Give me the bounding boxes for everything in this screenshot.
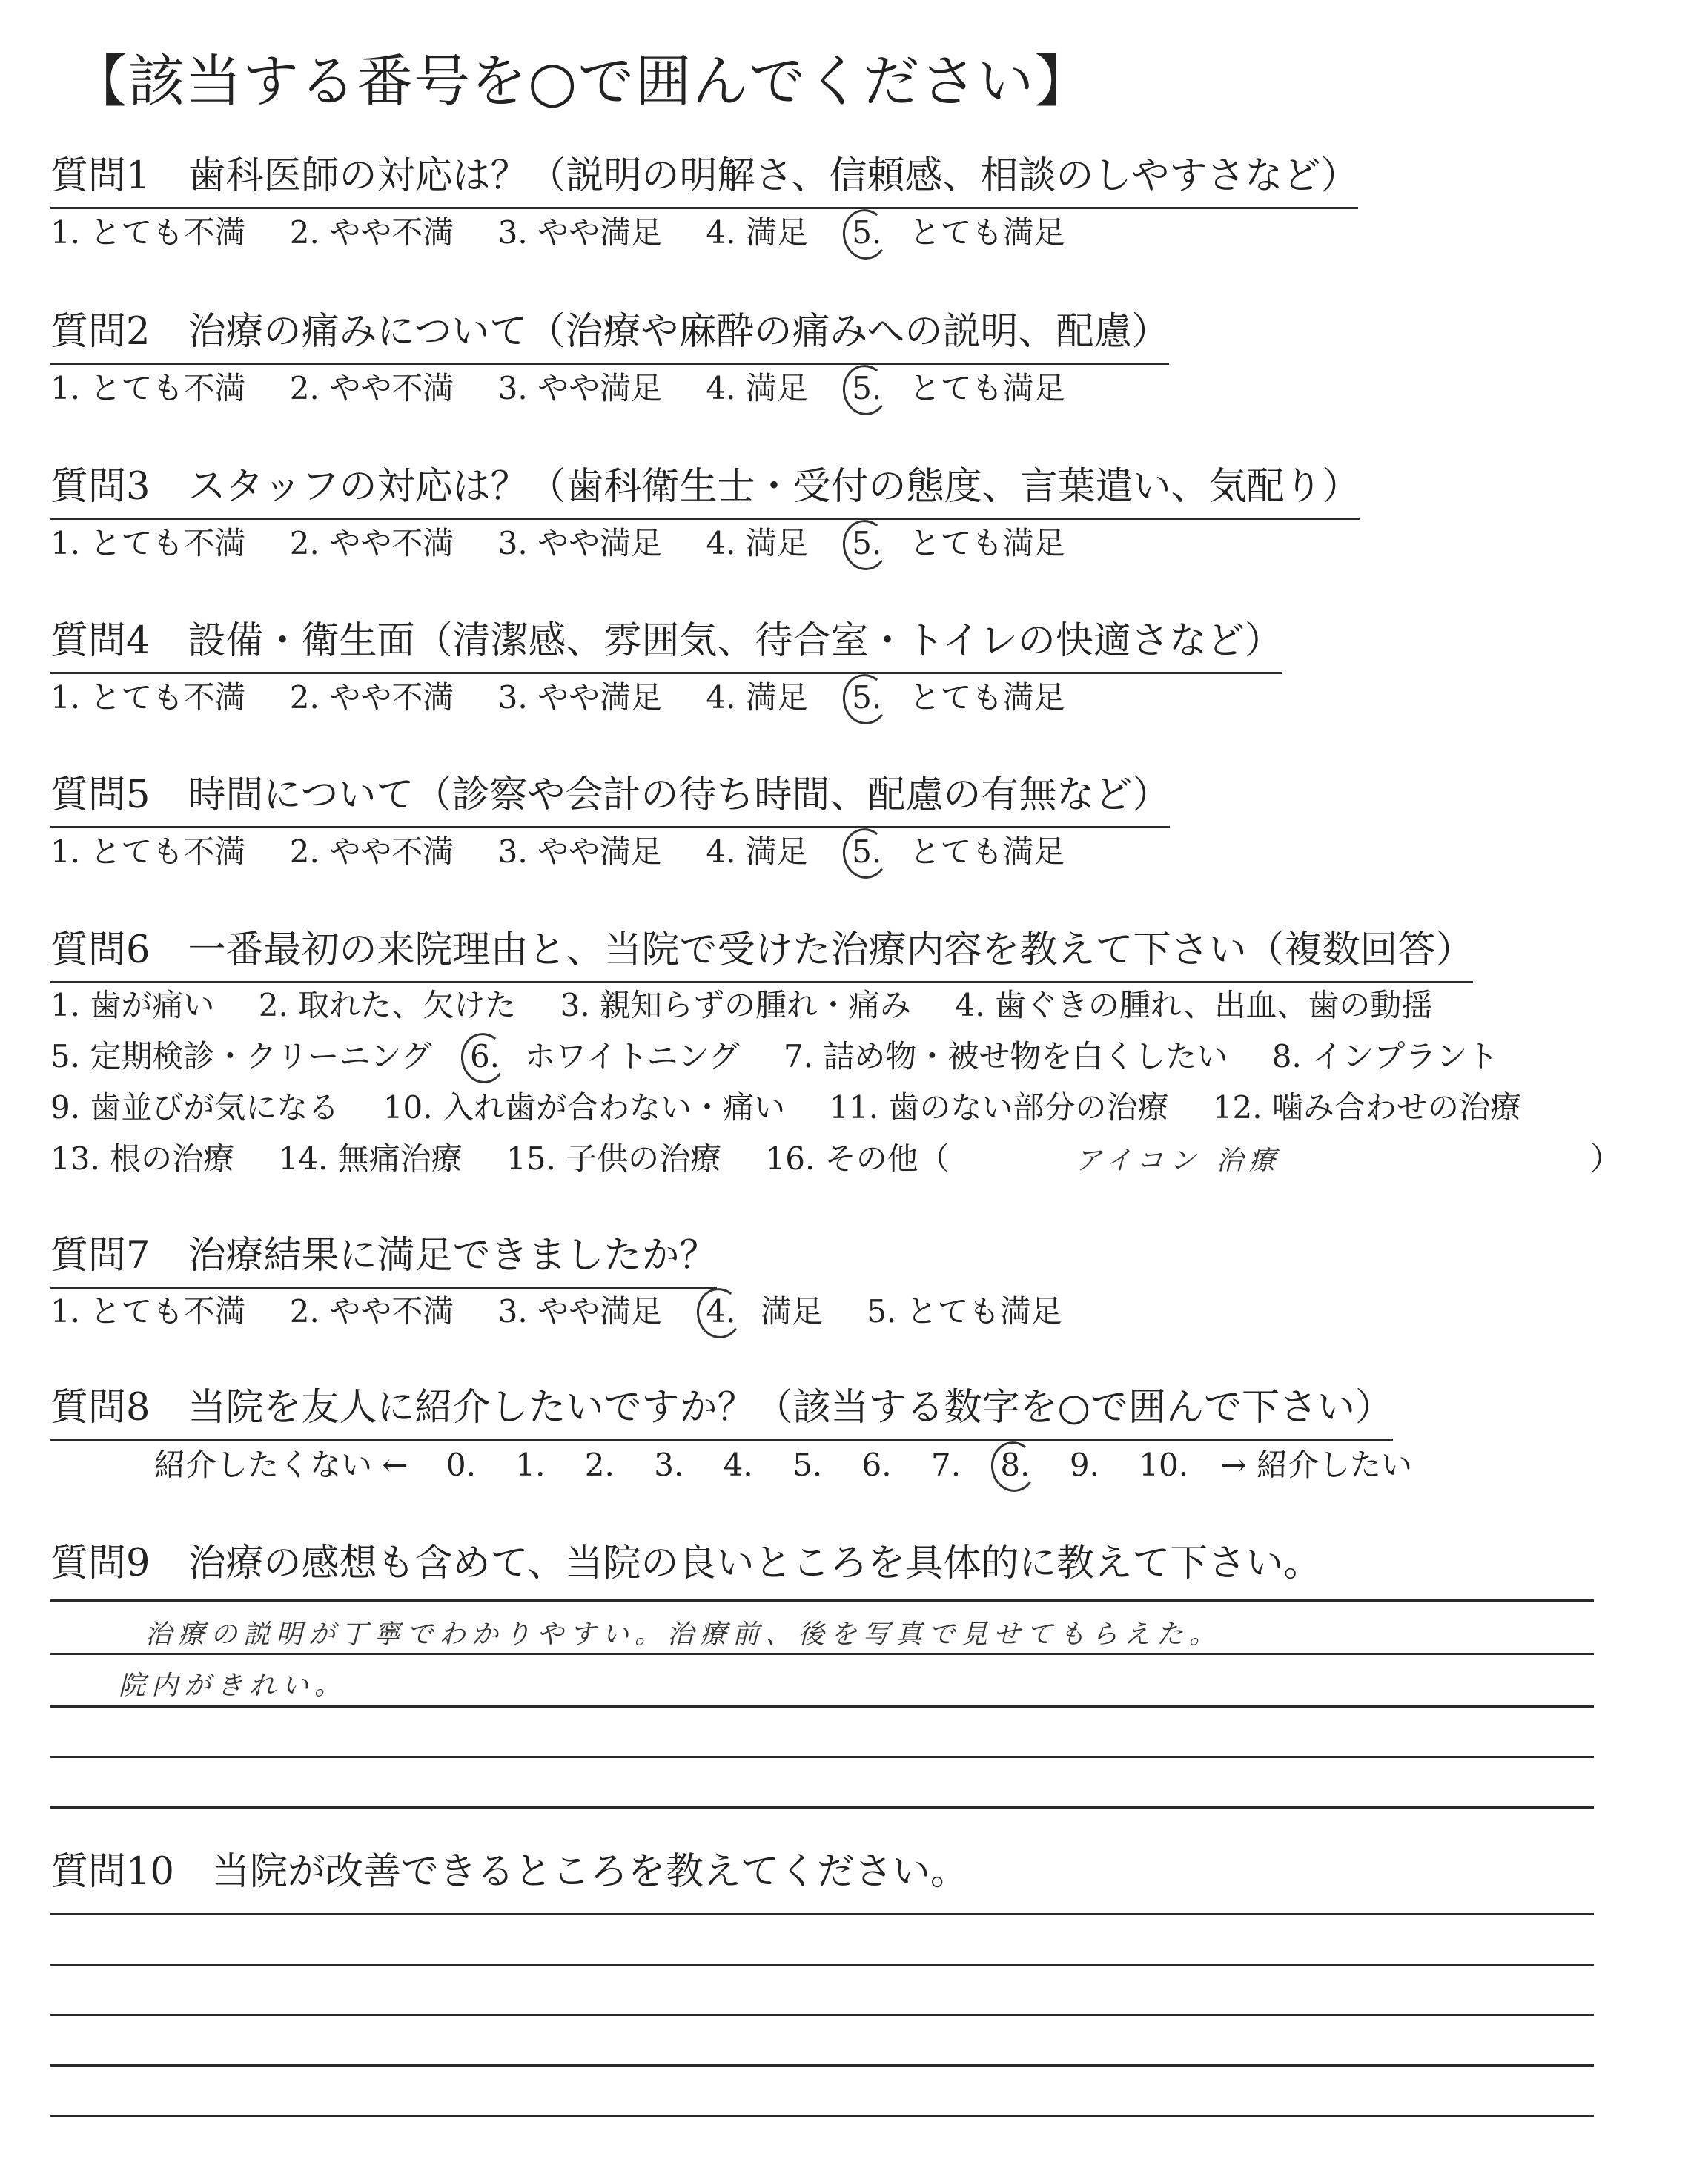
q8-left-label: 紹介したくない ← bbox=[154, 1447, 408, 1483]
question-8-label: 質問8 当院を友人に紹介したいですか？（該当する数字を○で囲んで下さい） bbox=[50, 1384, 1393, 1441]
q10-answer-rule-5[interactable] bbox=[50, 2115, 1594, 2117]
q6-option-11[interactable]: 11. 歯のない部分の治療 bbox=[829, 1089, 1169, 1126]
q2-option-3[interactable]: 3. やや満足 bbox=[497, 370, 663, 406]
q8-scale bbox=[154, 1444, 1412, 1486]
q4-option-3[interactable]: 3. やや満足 bbox=[497, 679, 663, 716]
q8-score-7[interactable]: 7. bbox=[930, 1447, 961, 1483]
q6-other-close-paren: ） bbox=[1590, 1140, 1622, 1177]
q8-score-9[interactable]: 9. bbox=[1069, 1447, 1099, 1483]
question-6-label: 質問6 一番最初の来院理由と、当院で受けた治療内容を教えて下さい（複数回答） bbox=[50, 926, 1473, 983]
q4-option-2[interactable]: 2. やや不満 bbox=[289, 679, 454, 716]
q9-answer-rule-3 bbox=[50, 1705, 1594, 1708]
q3-option-2[interactable]: 2. やや不満 bbox=[289, 525, 454, 561]
q3-option-1[interactable]: 1. とても不満 bbox=[50, 525, 246, 561]
question-1-label: 質問1 歯科医師の対応は？（説明の明解さ、信頼感、相談のしやすさなど） bbox=[50, 152, 1358, 209]
q4-option-5-text: とても満足 bbox=[909, 679, 1065, 716]
q6-option-14[interactable]: 14. 無痛治療 bbox=[278, 1140, 463, 1177]
q8-score-0[interactable]: 0. bbox=[446, 1447, 476, 1483]
question-5-label: 質問5 時間について（診察や会計の待ち時間、配慮の有無など） bbox=[50, 771, 1170, 828]
q5-option-5-text: とても満足 bbox=[909, 833, 1065, 870]
q4-option-5-circled[interactable]: 5. bbox=[852, 677, 881, 719]
q6-option-13[interactable]: 13. 根の治療 bbox=[50, 1140, 235, 1177]
q3-option-3[interactable]: 3. やや満足 bbox=[497, 525, 663, 561]
question-4-options bbox=[50, 677, 1065, 719]
q9-answer-rule-4 bbox=[50, 1756, 1594, 1758]
q9-answer-rule-1 bbox=[50, 1599, 1594, 1602]
q9-answer-rule-2 bbox=[50, 1653, 1594, 1655]
q8-score-6[interactable]: 6. bbox=[861, 1447, 892, 1483]
q2-option-5-text: とても満足 bbox=[909, 370, 1065, 406]
q6-option-16[interactable]: 16. その他（ bbox=[765, 1140, 950, 1177]
q2-option-4[interactable]: 4. 満足 bbox=[706, 370, 808, 406]
q2-option-1[interactable]: 1. とても不満 bbox=[50, 370, 246, 406]
q6-option-15[interactable]: 15. 子供の治療 bbox=[506, 1140, 722, 1177]
q10-answer-rule-3[interactable] bbox=[50, 2014, 1594, 2016]
q6-option-5[interactable]: 5. 定期検診・クリーニング bbox=[50, 1038, 432, 1074]
q1-option-1[interactable]: 1. とても不満 bbox=[50, 214, 246, 251]
question-7-label: 質問7 治療結果に満足できましたか？ bbox=[50, 1232, 717, 1289]
q10-answer-rule-4[interactable] bbox=[50, 2064, 1594, 2067]
q8-score-10[interactable]: 10. bbox=[1139, 1447, 1189, 1483]
q7-option-4-text: 満足 bbox=[760, 1293, 823, 1330]
q9-answer-line-2[interactable]: 院内がきれい。 bbox=[119, 1671, 348, 1701]
q7-option-2[interactable]: 2. やや不満 bbox=[289, 1293, 454, 1330]
q6-option-1[interactable]: 1. 歯が痛い bbox=[50, 987, 215, 1023]
q8-right-label: → 紹介したい bbox=[1220, 1447, 1412, 1483]
q6-row-3 bbox=[50, 1087, 1521, 1129]
question-3-label: 質問3 スタッフの対応は？（歯科衛生士・受付の態度、言葉遣い、気配り） bbox=[50, 463, 1360, 520]
question-9-label: 質問9 治療の感想も含めて、当院の良いところを具体的に教えて下さい。 bbox=[50, 1542, 1322, 1585]
q6-option-10[interactable]: 10. 入れ歯が合わない・痛い bbox=[383, 1089, 785, 1126]
question-2-options bbox=[50, 368, 1065, 409]
q6-option-8[interactable]: 8. インプラント bbox=[1271, 1038, 1499, 1074]
question-5-options bbox=[50, 831, 1065, 873]
question-10-label: 質問10 当院が改善できるところを教えてください。 bbox=[50, 1850, 968, 1894]
q10-answer-rule-1[interactable] bbox=[50, 1913, 1594, 1915]
q4-option-4[interactable]: 4. 満足 bbox=[706, 679, 808, 716]
q2-option-2[interactable]: 2. やや不満 bbox=[289, 370, 454, 406]
q7-option-1[interactable]: 1. とても不満 bbox=[50, 1293, 246, 1330]
q7-option-3[interactable]: 3. やや満足 bbox=[497, 1293, 663, 1330]
q5-option-4[interactable]: 4. 満足 bbox=[706, 833, 808, 870]
q6-option-12[interactable]: 12. 噛み合わせの治療 bbox=[1212, 1089, 1521, 1126]
q5-option-1[interactable]: 1. とても不満 bbox=[50, 833, 246, 870]
q6-option-6-text: ホワイトニング bbox=[524, 1038, 740, 1074]
q3-option-5-circled[interactable]: 5. bbox=[852, 523, 881, 564]
q5-option-2[interactable]: 2. やや不満 bbox=[289, 833, 454, 870]
q6-option-2[interactable]: 2. 取れた、欠けた bbox=[258, 987, 517, 1023]
question-3-options bbox=[50, 523, 1065, 564]
q1-option-3[interactable]: 3. やや満足 bbox=[497, 214, 663, 251]
q10-answer-rule-2[interactable] bbox=[50, 1964, 1594, 1966]
q8-score-1[interactable]: 1. bbox=[515, 1447, 546, 1483]
question-4-label: 質問4 設備・衛生面（清潔感、雰囲気、待合室・トイレの快適さなど） bbox=[50, 617, 1282, 674]
q5-option-3[interactable]: 3. やや満足 bbox=[497, 833, 663, 870]
q8-score-2[interactable]: 2. bbox=[584, 1447, 615, 1483]
q6-option-9[interactable]: 9. 歯並びが気になる bbox=[50, 1089, 340, 1126]
page-title: 【該当する番号を○で囲んでください】 bbox=[71, 48, 1092, 114]
q6-option-4[interactable]: 4. 歯ぐきの腫れ、出血、歯の動揺 bbox=[955, 987, 1433, 1023]
q9-answer-line-1[interactable]: 治療の説明が丁寧でわかりやすい。治療前、後を写真で見せてもらえた。 bbox=[145, 1619, 1222, 1650]
q1-option-4[interactable]: 4. 満足 bbox=[706, 214, 808, 251]
q8-score-8-circled[interactable]: 8. bbox=[1000, 1444, 1030, 1486]
q8-score-5[interactable]: 5. bbox=[792, 1447, 823, 1483]
q1-option-2[interactable]: 2. やや不満 bbox=[289, 214, 454, 251]
q1-option-5-text: とても満足 bbox=[909, 214, 1065, 251]
q7-option-5[interactable]: 5. とても満足 bbox=[867, 1293, 1062, 1330]
q6-option-3[interactable]: 3. 親知らずの腫れ・痛み bbox=[560, 987, 912, 1023]
q4-option-1[interactable]: 1. とても不満 bbox=[50, 679, 246, 716]
q1-option-5-circled[interactable]: 5. bbox=[852, 212, 881, 254]
q5-option-5-circled[interactable]: 5. bbox=[852, 831, 881, 873]
q6-option-6-circled[interactable]: 6. bbox=[470, 1036, 500, 1077]
question-7-options bbox=[50, 1291, 1062, 1332]
q6-other-handwritten: アイコン 治療 bbox=[1075, 1146, 1282, 1176]
q2-option-5-circled[interactable]: 5. bbox=[852, 368, 881, 409]
q7-option-4-circled[interactable]: 4. bbox=[706, 1291, 735, 1332]
q6-option-7[interactable]: 7. 詰め物・被せ物を白くしたい bbox=[783, 1038, 1228, 1074]
question-2-label: 質問2 治療の痛みについて（治療や麻酔の痛みへの説明、配慮） bbox=[50, 308, 1169, 365]
question-1-options bbox=[50, 212, 1065, 254]
q3-option-5-text: とても満足 bbox=[909, 525, 1065, 561]
q3-option-4[interactable]: 4. 満足 bbox=[706, 525, 808, 561]
q8-score-4[interactable]: 4. bbox=[723, 1447, 753, 1483]
q8-score-3[interactable]: 3. bbox=[654, 1447, 684, 1483]
q9-answer-rule-5 bbox=[50, 1806, 1594, 1809]
q6-row-1 bbox=[50, 985, 1432, 1026]
q6-row-4 bbox=[50, 1138, 1031, 1180]
q6-row-2 bbox=[50, 1036, 1498, 1077]
